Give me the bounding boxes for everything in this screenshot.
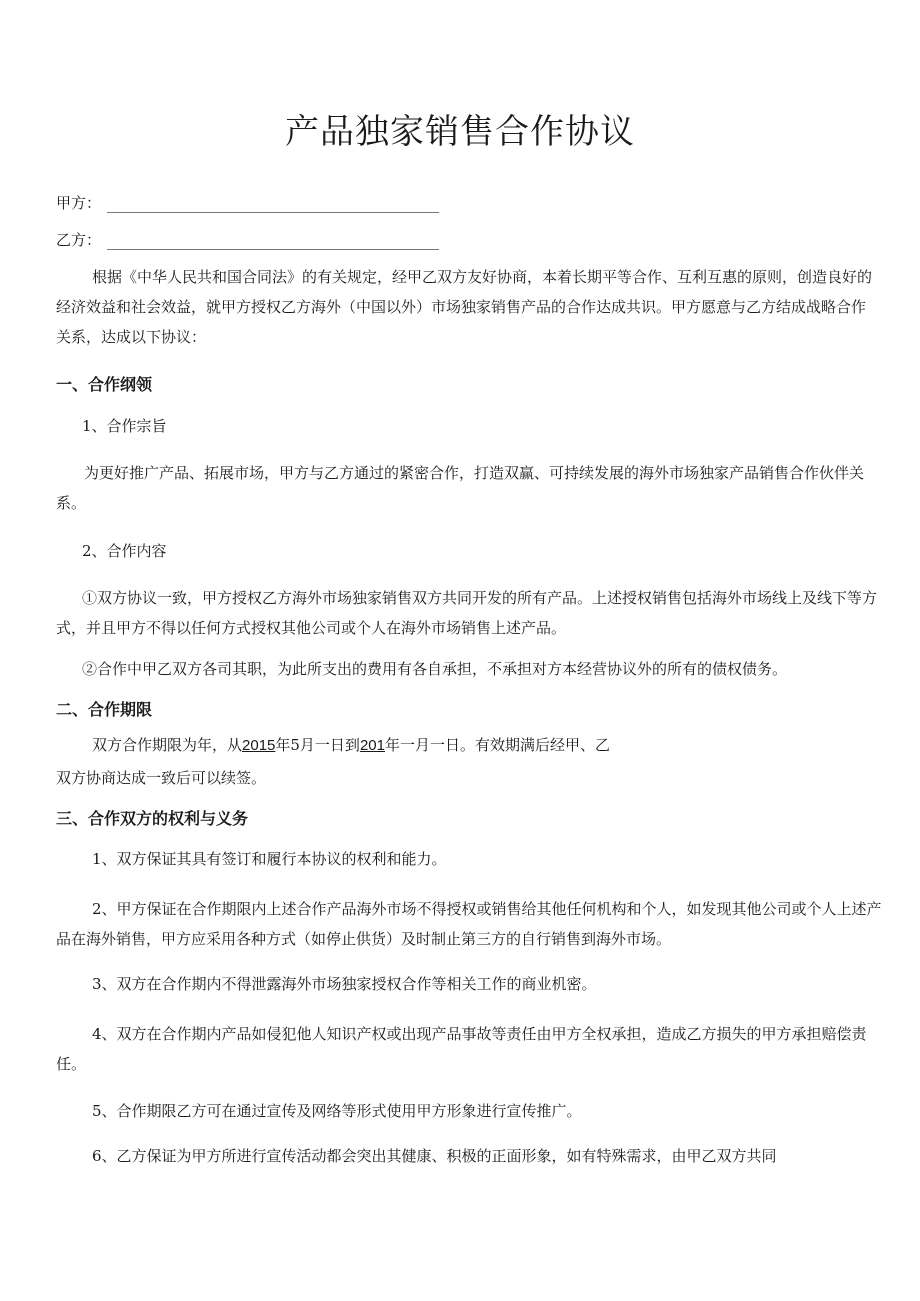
section-2-heading: 二、合作期限 <box>56 700 153 719</box>
section-1-item-1-title: 1、合作宗旨 <box>82 417 167 435</box>
intro-paragraph: 根据《中华人民共和国合同法》的有关规定，经甲乙双方友好协商，本着长期平等合作、互利互惠的原则，创造良好的经济效益和社会效益，就甲方授权乙方海外（中国以外）市场独家销售产品的合作达成共识。甲方愿意与乙方结成战略合作关系，达成以下协议： <box>56 268 873 346</box>
section-1-item-2-p1: ①双方协议一致，甲方授权乙方海外市场独家销售双方共同开发的所有产品。上述授权销售包括海外市场线上及线下等方式，并且甲方不得以任何方式授权其他公司或个人在海外市场销售上述产品。 <box>56 589 878 637</box>
document-title: 产品独家销售合作协议 <box>285 112 635 152</box>
section-1-item-2-title: 2、合作内容 <box>82 542 167 560</box>
party-a-blank <box>107 198 439 213</box>
term-text-1: 双方合作期限为年，从 <box>92 736 243 754</box>
party-b-line <box>56 229 439 250</box>
section-2-term-line-2: 双方协商达成一致后可以续签。 <box>56 769 267 787</box>
party-b-blank <box>107 235 439 250</box>
section-3-item-6: 6、乙方保证为甲方所进行宣传活动都会突出其健康、积极的正面形象，如有特殊需求，由甲乙双方共同 <box>92 1147 777 1165</box>
section-1-item-2-p2: ②合作中甲乙双方各司其职，为此所支出的费用有各自承担，不承担对方本经营协议外的所有的债权债务。 <box>82 660 788 678</box>
section-3-heading: 三、合作双方的权利与义务 <box>56 809 249 828</box>
section-3-item-1: 1、双方保证其具有签订和履行本协议的权利和能力。 <box>92 850 447 868</box>
section-1-heading: 一、合作纲领 <box>56 375 153 394</box>
start-year: 2015 <box>242 737 276 754</box>
section-3-item-4: 4、双方在合作期内产品如侵犯他人知识产权或出现产品事故等责任由甲方全权承担，造成乙方损失的甲方承担赔偿责任。 <box>56 1025 867 1073</box>
section-2-term-line <box>56 730 878 761</box>
end-year: 201 <box>359 737 385 754</box>
term-text-3: 年一月一日。有效期满后经甲、乙 <box>384 736 610 754</box>
section-3-item-5: 5、合作期限乙方可在通过宣传及网络等形式使用甲方形象进行宣传推广。 <box>92 1102 582 1120</box>
party-b-label: 乙方： <box>56 231 102 249</box>
term-text-2: 年5月一日到 <box>275 736 360 754</box>
section-3-item-2: 2、甲方保证在合作期限内上述合作产品海外市场不得授权或销售给其他任何机构和个人，如发现其他公司或个人上述产品在海外销售，甲方应采用各种方式（如停止供货）及时制止第三方的自行销售到海外市场。 <box>56 900 882 948</box>
section-1-item-1-text: 为更好推广产品、拓展市场，甲方与乙方通过的紧密合作，打造双赢、可持续发展的海外市场独家产品销售合作伙伴关系。 <box>56 464 865 512</box>
section-3-item-3: 3、双方在合作期内不得泄露海外市场独家授权合作等相关工作的商业机密。 <box>92 975 597 993</box>
party-a-label: 甲方： <box>56 194 102 212</box>
party-a-line <box>56 192 439 213</box>
